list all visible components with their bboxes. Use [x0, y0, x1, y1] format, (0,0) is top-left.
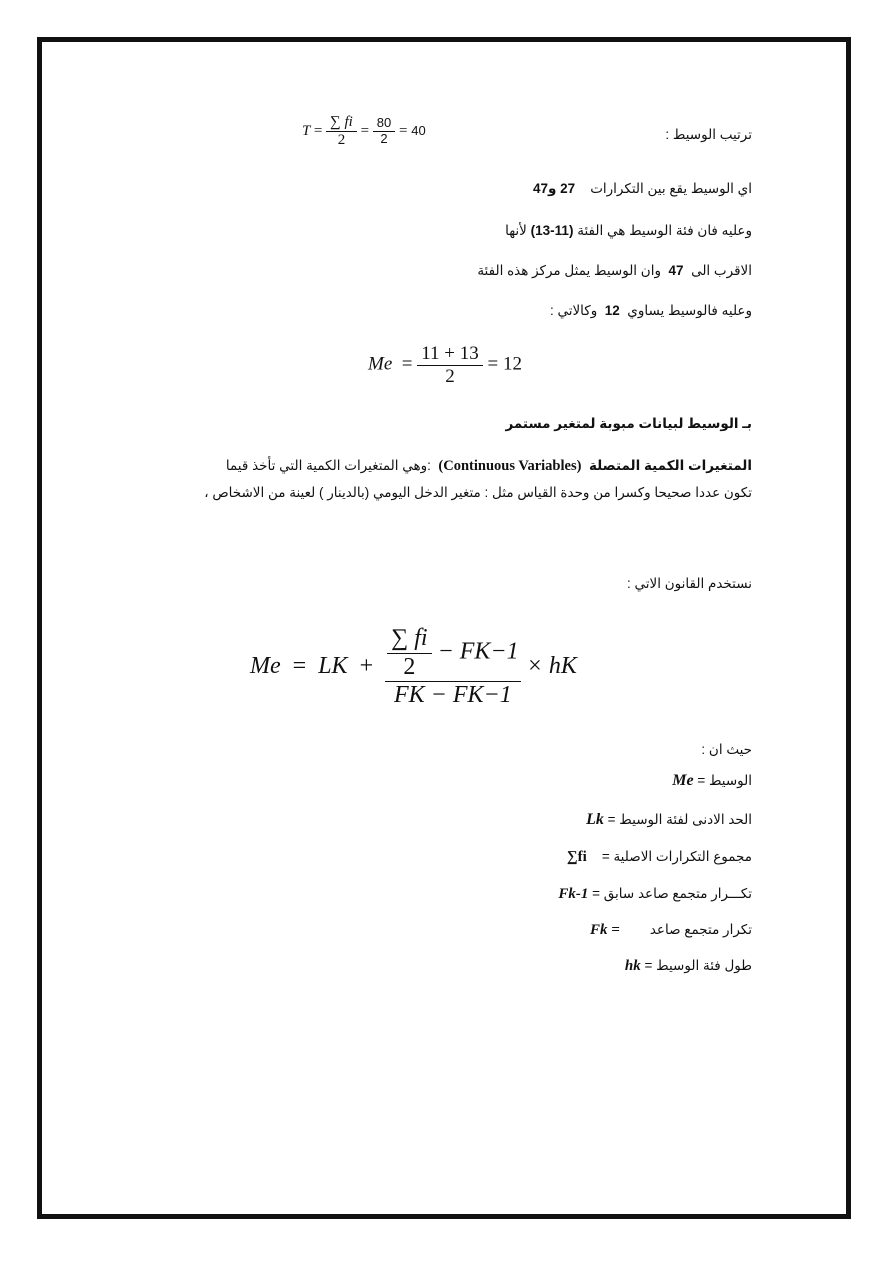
def-sum: مجموع التكرارات الاصلية = ∑fi: [566, 849, 752, 865]
text-line-continuous-example: تكون عددا صحيحا وكسرا من وحدة القياس مثل : متغير الدخل اليومي (بالدينار ) لعينة من الاشخاص ،: [204, 485, 752, 500]
def-fk: تكرار متجمع صاعد Fk =: [590, 922, 752, 938]
formula-frac-sum: $\frac{\sum fi}{2}$: [326, 114, 357, 150]
formula-frac-values: $\frac{80}{2}$: [373, 116, 395, 147]
def-me: الوسيط = Me: [672, 772, 752, 789]
text-line-nearest: الاقرب الى 47 وان الوسيط يمثل مركز هذه الفئة: [477, 263, 752, 278]
formula-lhs: T: [302, 123, 311, 140]
text-line-where: حيث ان :: [701, 742, 752, 757]
def-fk-1: تكـــرار متجمع صاعد سابق = Fk-1: [558, 886, 752, 902]
text-line-continuous-def: المتغيرات الكمية المتصلة (Continuous Variables) :وهي المتغيرات الكمية التي تأخذ قيما: [225, 458, 752, 474]
def-lk: الحد الادنى لفئة الوسيط = Lk: [586, 811, 752, 828]
text-line-equals: وعليه فالوسيط يساوي 12 وكالاتي :: [549, 303, 752, 318]
def-hk: طول فئة الوسيط = hk: [624, 958, 752, 974]
formula-median-rank: T = $\frac{\sum fi}{2}$ = $\frac{80}{2}$ = 40: [302, 114, 426, 149]
text-line-median-class: وعليه فان فئة الوسيط هي الفئة (11-13) لأنها: [505, 223, 752, 238]
section-heading: بـ الوسيط لبيانات مبوبة لمتغير مستمر: [505, 416, 752, 431]
formula-main-fraction: $\frac{\sum fi}{2}$ − FK−1 FK − FK−1: [385, 625, 521, 710]
formula-continuous-median: Me = LK + $\frac{\sum fi}{2}$ − FK−1 FK − FK−1 × hK: [250, 625, 577, 709]
text-line-use-law: نستخدم القانون الاتي :: [627, 576, 752, 591]
text-line-frequencies: اي الوسيط يقع بين التكرارات 27 و47: [532, 181, 752, 196]
formula-median-value: Me = $\frac{11 + 13}{2}$ = 12: [368, 343, 522, 387]
formula-frac-classes: $\frac{11 + 13}{2}$: [417, 343, 483, 388]
text-line-median-rank: ترتيب الوسيط :: [665, 127, 752, 142]
